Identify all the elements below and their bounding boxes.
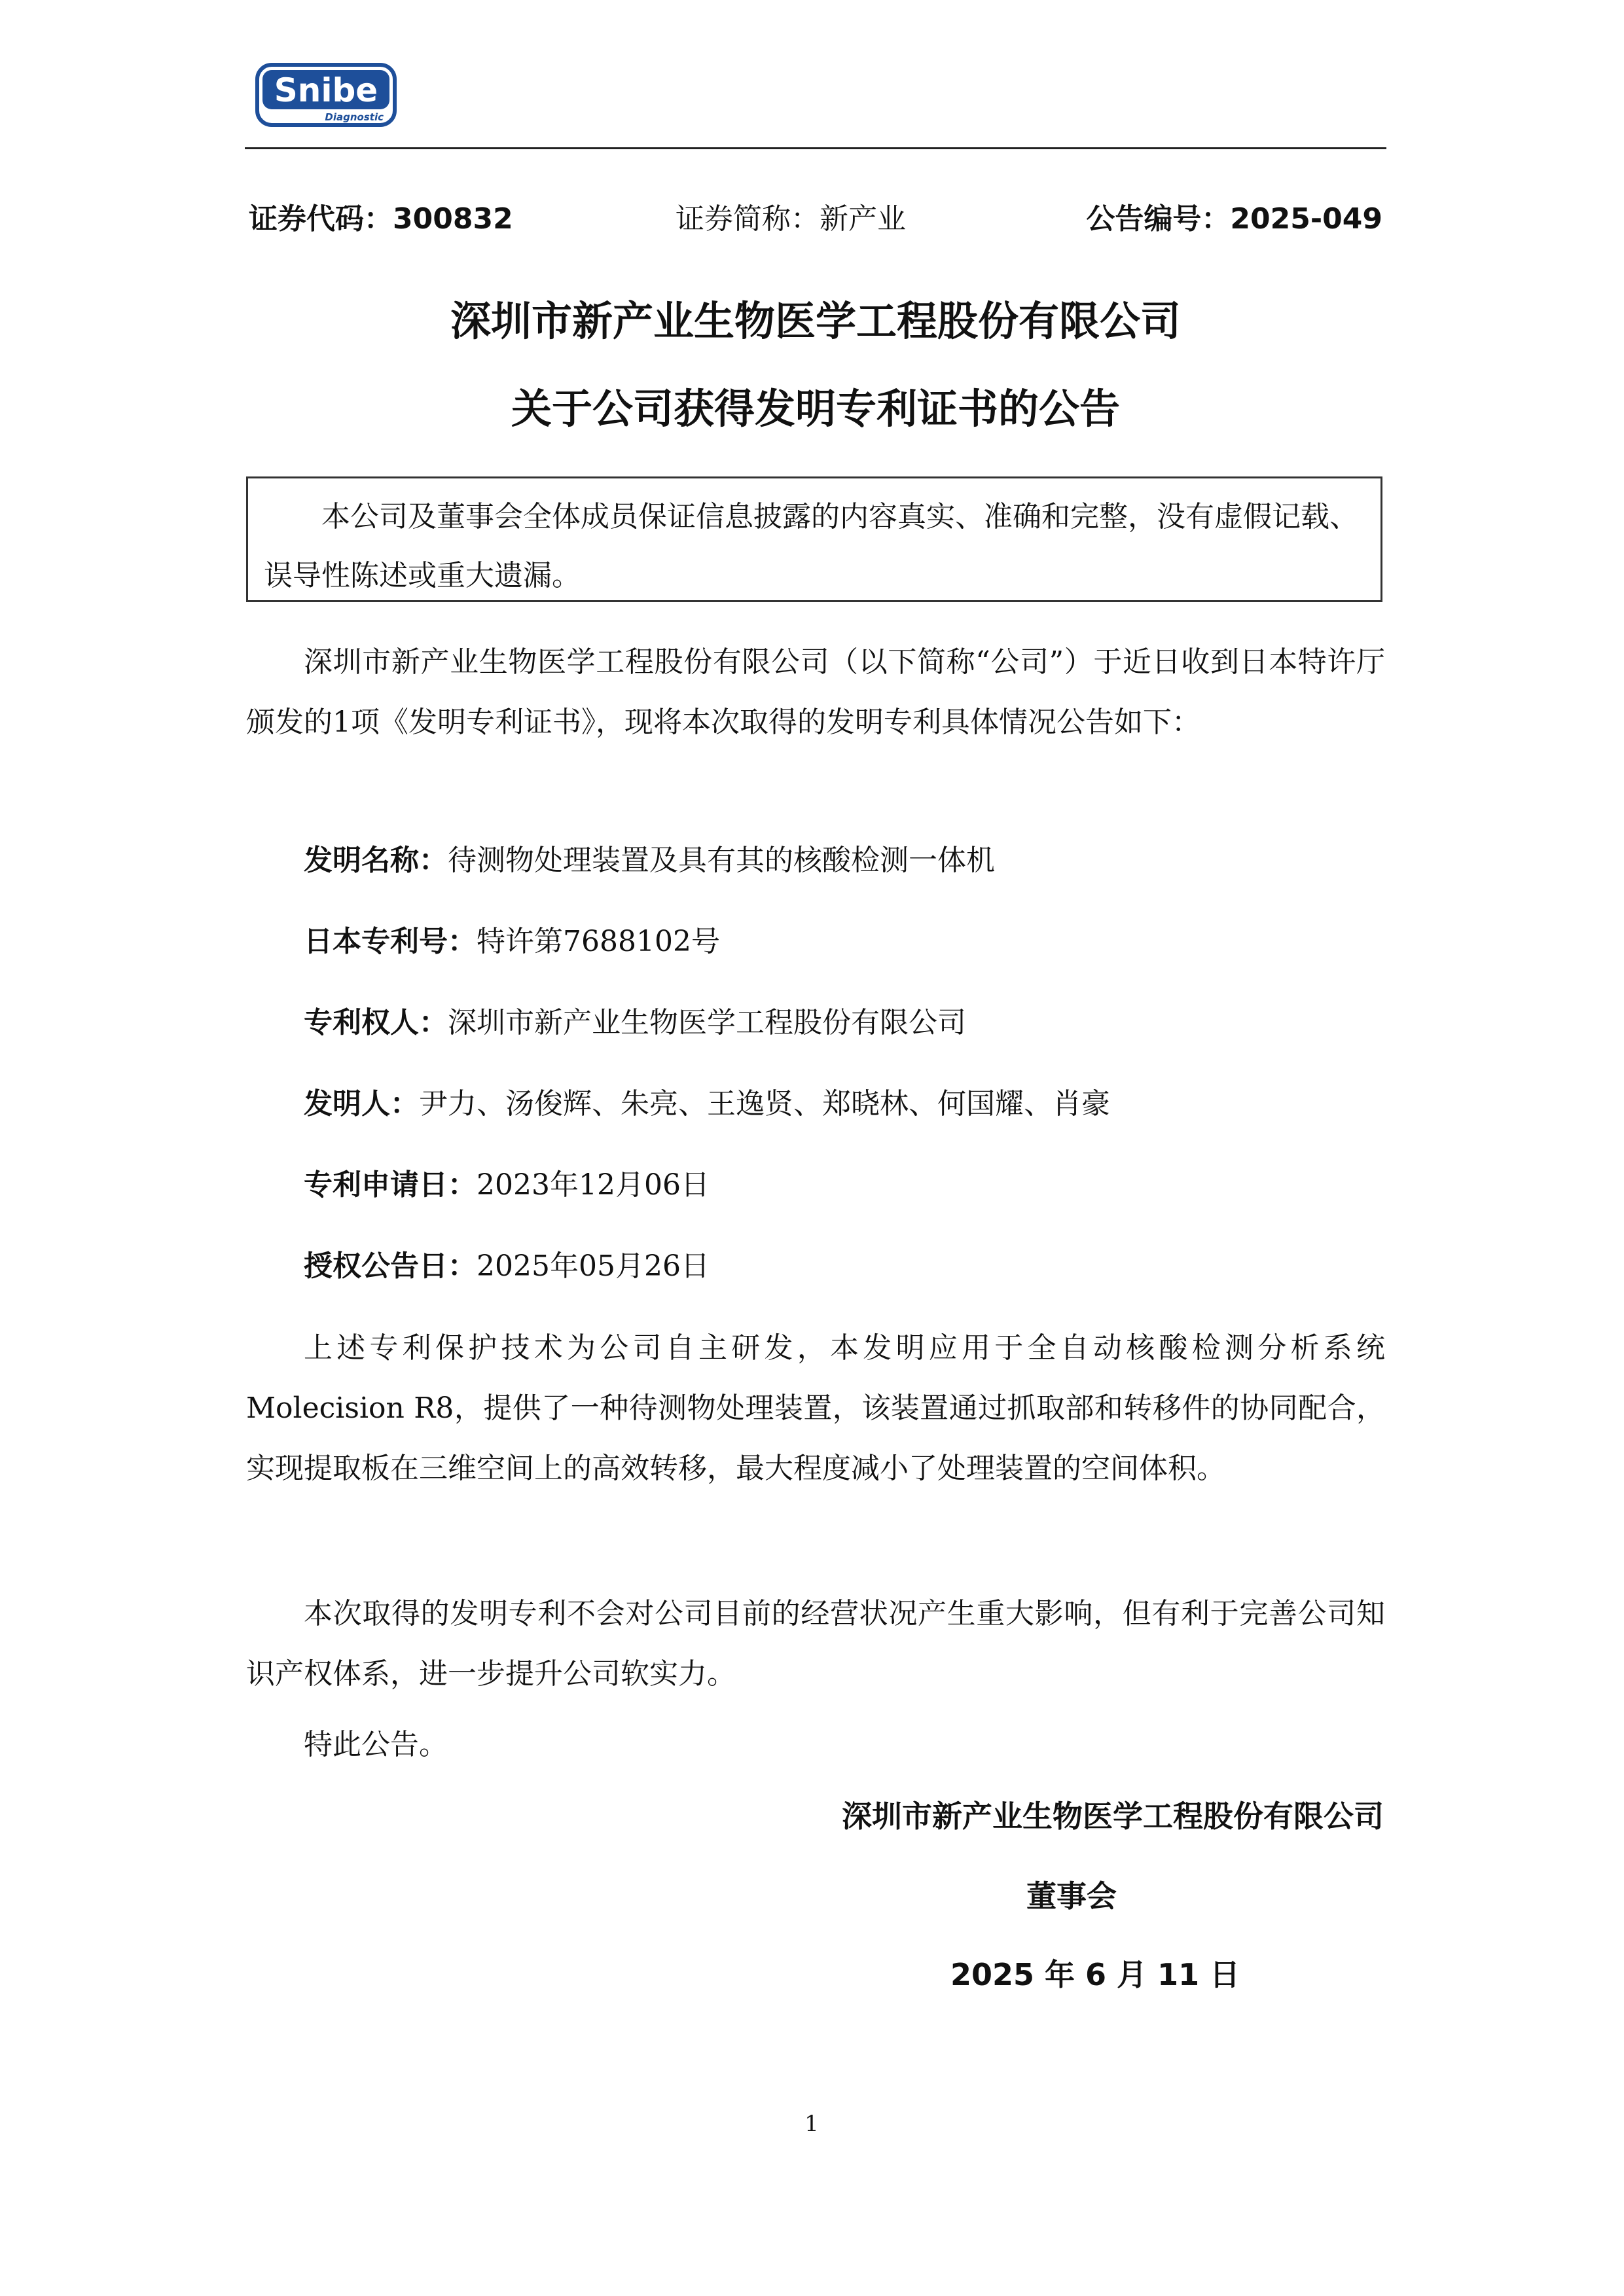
- field-grant-date: [304, 1237, 1390, 1296]
- company-logo: [255, 63, 397, 131]
- logo-brand-text: Snibe: [274, 71, 378, 109]
- signature-company: 深圳市新产业生物医学工程股份有限公司: [842, 1799, 1384, 1834]
- header-rule: [245, 147, 1386, 149]
- disclosure-notice-box: [246, 476, 1382, 602]
- field-value: 深圳市新产业生物医学工程股份有限公司: [448, 1006, 966, 1039]
- securities-abbreviation: 证券简称：新产业: [676, 202, 906, 236]
- field-label: 授权公告日：: [304, 1249, 477, 1283]
- signature-board: 董事会: [1026, 1878, 1117, 1914]
- body-paragraph-impact: 本次取得的发明专利不会对公司目前的经营状况产生重大影响，但有利于完善公司知识产权体系，进一步提升公司软实力。: [246, 1597, 1385, 1691]
- field-value: 2025年05月26日: [477, 1249, 710, 1283]
- securities-code: 证券代码：300832: [249, 202, 513, 236]
- closing-text: 特此公告。: [304, 1728, 448, 1761]
- document-title-line2: 关于公司获得发明专利证书的公告: [511, 385, 1120, 433]
- securities-info-row: [245, 196, 1386, 242]
- field-value: 2023年12月06日: [477, 1168, 710, 1202]
- snibe-logo-graphic: [255, 63, 397, 131]
- body-paragraph-technology: 上述专利保护技术为公司自主研发，本发明应用于全自动核酸检测分析系统Molecision R8，提供了一种待测物处理装置，该装置通过抓取部和转移件的协同配合，实现提取板在三维空间上的高效转移，最大程度减小了处理装置的空间体积。: [246, 1331, 1385, 1485]
- page-number: 1: [804, 2111, 819, 2137]
- field-label: 专利权人：: [304, 1006, 448, 1039]
- logo-sub-text: Diagnostic: [325, 111, 384, 123]
- field-label: 发明名称：: [304, 844, 448, 877]
- field-patent-number: [304, 912, 1390, 971]
- field-invention-name: [304, 831, 1390, 890]
- announcement-number: 公告编号：2025-049: [1086, 202, 1382, 236]
- field-application-date: [304, 1156, 1390, 1215]
- field-value: 特许第7688102号: [477, 925, 720, 958]
- field-label: 发明人：: [304, 1087, 419, 1121]
- field-inventors: [304, 1075, 1390, 1134]
- field-value: 待测物处理装置及具有其的核酸检测一体机: [448, 844, 995, 877]
- signature-date: 2025 年 6 月 11 日: [950, 1957, 1240, 1992]
- intro-paragraph: 深圳市新产业生物医学工程股份有限公司（以下简称“公司”）于近日收到日本特许厅颁发的1项《发明专利证书》，现将本次取得的发明专利具体情况公告如下：: [246, 645, 1385, 739]
- field-value: 尹力、汤俊辉、朱亮、王逸贤、郑晓林、何国耀、肖豪: [419, 1087, 1110, 1121]
- document-title-line1: 深圳市新产业生物医学工程股份有限公司: [450, 297, 1181, 345]
- field-patentee: [304, 994, 1390, 1052]
- field-label: 日本专利号：: [304, 925, 477, 958]
- field-label: 专利申请日：: [304, 1168, 477, 1202]
- disclosure-notice-text: 本公司及董事会全体成员保证信息披露的内容真实、准确和完整，没有虚假记载、误导性陈述或重大遗漏。: [264, 500, 1358, 592]
